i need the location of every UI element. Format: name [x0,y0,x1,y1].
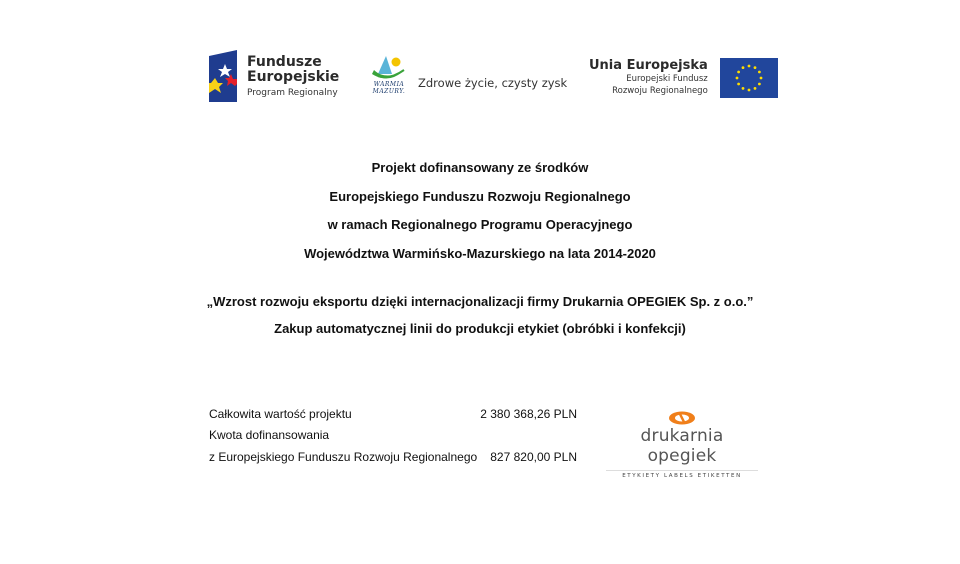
intro-block [0,154,960,268]
mazury-word: MAZURY. [372,88,406,95]
finance-row [209,446,577,468]
intro-line: Województwa Warmińsko-Mazurskiego na lata 2014-2020 [304,245,656,261]
fundusze-title-1: Fundusze [247,53,322,70]
unia-europejska-logo [589,58,778,98]
finance-table [209,403,577,468]
warmia-mazury-logo [368,54,567,98]
intro-line: Projekt dofinansowany ze środków [371,160,589,175]
warmia-slogan: Zdrowe życie, czysty zysk [418,76,568,90]
warmia-word: WARMIA [373,81,405,88]
opegiek-name: drukarnia opegiek [640,426,724,466]
project-title: „Wzrost rozwoju eksportu dzięki internacjonalizacji firmy Drukarnia OPEGIEK Sp. z o.o.” [206,294,754,309]
fundusze-europejskie-logo [209,50,339,102]
project-block [0,288,960,342]
finance-label: Kwota dofinansowania [209,428,330,443]
finance-value: 2 380 368,26 PLN [480,406,577,421]
finance-label: z Europejskiego Funduszu Rozwoju Regionalnego [209,449,478,464]
fundusze-subtitle: Program Regionalny [247,87,338,98]
opegiek-eye-icon [668,411,696,425]
warmia-mazury-mark-icon [368,54,410,98]
finance-value: 827 820,00 PLN [490,449,577,464]
project-subtitle: Zakup automatycznej linii do produkcji etykiet (obróbki i konfekcji) [274,321,686,336]
opegiek-tagline: ETYKIETY LABELS ETIKETTEN [606,470,758,479]
fundusze-title-2: Europejskie [247,68,340,85]
finance-label: Całkowita wartość projektu [209,406,352,421]
intro-line: w ramach Regionalnego Programu Operacyjnego [327,217,633,232]
logo-bar [0,50,960,106]
finance-row [209,425,577,447]
fundusze-flag-icon [209,50,237,102]
unia-title: Unia Europejska [589,58,708,73]
opegiek-logo [606,411,758,479]
finance-row [209,403,577,425]
intro-line: Europejskiego Funduszu Rozwoju Regionalnego [329,188,631,204]
unia-subtitle-2: Rozwoju Regionalnego [612,86,708,96]
unia-subtitle-1: Europejski Fundusz [626,74,708,84]
eu-flag-icon [720,58,778,98]
